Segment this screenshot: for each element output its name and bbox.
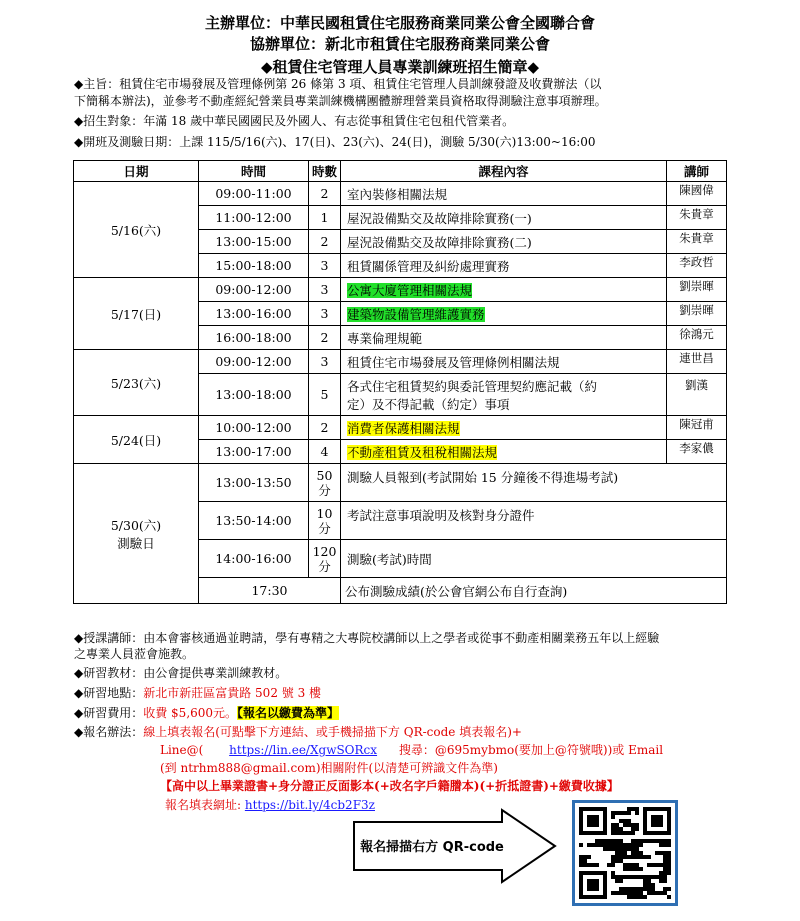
course-cell [341, 416, 667, 440]
form-url-label: 報名填表網址: [165, 798, 245, 812]
course-cell: 室內裝修相關法規 [341, 182, 667, 206]
table-header-row [74, 161, 727, 182]
hours-cell: 2 [309, 416, 341, 440]
highlighted-course: 消費者保護相關法規 [347, 420, 460, 436]
teacher-cell: 劉崇暉 [667, 302, 727, 326]
time-cell: 13:00-18:00 [199, 374, 309, 416]
time-cell: 09:00-11:00 [199, 182, 309, 206]
teacher-cell: 劉崇暉 [667, 278, 727, 302]
time-cell: 11:00-12:00 [199, 206, 309, 230]
hours-cell: 3 [309, 254, 341, 278]
lecturer-line-2: 之專業人員蒞會施教。 [74, 647, 195, 661]
hours-cell: 3 [309, 278, 341, 302]
date-cell: 5/23(六) [74, 350, 199, 416]
hours-cell: 5 [309, 374, 341, 416]
doc-title: ◆租賃住宅管理人員專業訓練班招生簡章◆ [260, 58, 540, 76]
time-cell: 13:00-17:00 [199, 440, 309, 464]
co-organizer-line: 協辦單位：新北市租賃住宅服務商業同業公會 [249, 35, 550, 53]
col-date: 日期 [74, 161, 199, 182]
hours-cell: 2 [309, 230, 341, 254]
course-cell [341, 440, 667, 464]
hours-cell: 2 [309, 182, 341, 206]
purpose-line-2: 下簡稱本辦法)，並參考不動產經紀營業員專業訓練機構團體辦理營業員資格取得測驗注意事項辦理。 [74, 94, 607, 108]
hours-value: 120 [312, 543, 337, 559]
time-cell: 13:00-15:00 [199, 230, 309, 254]
teacher-cell: 陳國偉 [667, 182, 727, 206]
teacher-cell: 朱貴章 [667, 230, 727, 254]
date-cell: 5/16(六) [74, 182, 199, 278]
exam-date: 5/30(六) [110, 517, 162, 533]
course-cell: 租賃關係管理及糾紛處理實務 [341, 254, 667, 278]
teacher-cell: 陳冠甫 [667, 416, 727, 440]
hours-cell: 3 [309, 302, 341, 326]
schedule-table [73, 160, 727, 604]
time-cell: 15:00-18:00 [199, 254, 309, 278]
hours-unit: 分 [318, 520, 331, 536]
teacher-cell: 連世昌 [667, 350, 727, 374]
course-cell: 租賃住宅市場發展及管理條例相關法規 [341, 350, 667, 374]
registration-line-2 [160, 742, 740, 759]
registration-line-3: (到 ntrhm888@gmail.com)相關附件(以清楚可辨識文件為準) [160, 761, 498, 775]
highlighted-course: 公寓大廈管理相關法規 [347, 282, 473, 298]
registration-line-4: 【高中以上畢業證書+身分證正反面影本(+改名字戶籍謄本)(+折抵證書)+繳費收據】 [160, 779, 619, 793]
course-cell: 屋況設備點交及故障排除實務(一) [341, 206, 667, 230]
time-cell: 13:00-13:50 [199, 464, 309, 502]
table-row [74, 350, 727, 374]
exam-day-label: 測驗日 [117, 535, 155, 551]
teacher-cell: 朱貴章 [667, 206, 727, 230]
course-line-2: 定）及不得記載（約定）事項 [347, 396, 510, 412]
fee-value: 收費 $5,600元。 [143, 706, 238, 720]
time-cell: 13:00-16:00 [199, 302, 309, 326]
time-cell: 09:00-12:00 [199, 278, 309, 302]
fee-label: ◆研習費用： [74, 706, 144, 720]
teacher-cell: 李家儂 [667, 440, 727, 464]
hours-cell: 2 [309, 326, 341, 350]
date-cell: 5/17(日) [74, 278, 199, 350]
time-cell: 14:00-16:00 [199, 540, 309, 578]
col-time: 時間 [199, 161, 309, 182]
table-row [74, 182, 727, 206]
table-row [74, 278, 727, 302]
teacher-cell: 李政哲 [667, 254, 727, 278]
course-cell: 測驗人員報到(考試開始 15 分鐘後不得進場考試) [341, 464, 727, 502]
target-line: ◆招生對象：年滿 18 歲中華民國國民及外國人、有志從事租賃住宅包租代管業者。 [74, 114, 515, 128]
course-cell: 屋況設備點交及故障排除實務(二) [341, 230, 667, 254]
hours-cell: 3 [309, 350, 341, 374]
col-teacher: 講師 [667, 161, 727, 182]
dates-line: ◆開班及測驗日期：上課 115/5/16(六)、17(日)、23(六)、24(日)，測驗 5/30(六)13:00~16:00 [74, 135, 596, 149]
time-cell: 09:00-12:00 [199, 350, 309, 374]
form-url-link[interactable]: https://bit.ly/4cb2F3z [244, 798, 375, 812]
time-cell: 10:00-12:00 [199, 416, 309, 440]
fee-note: 【報名以繳費為準】 [237, 706, 340, 720]
hours-cell: 4 [309, 440, 341, 464]
course-cell [341, 374, 667, 416]
date-cell [74, 464, 199, 604]
time-cell: 13:50-14:00 [199, 502, 309, 540]
registration-line-1 [74, 724, 734, 741]
hours-value: 10 [316, 505, 333, 521]
highlighted-course: 建築物設備管理維護實務 [347, 306, 485, 322]
location-line [74, 685, 734, 702]
hours-cell [309, 502, 341, 540]
hours-unit: 分 [318, 558, 331, 574]
organizer-line: 主辦單位：中華民國租賃住宅服務商業同業公會全國聯合會 [204, 14, 595, 32]
hours-cell [309, 464, 341, 502]
col-hours: 時數 [309, 161, 341, 182]
location-value: 新北市新莊區富貴路 502 號 3 樓 [143, 686, 322, 700]
hours-unit: 分 [318, 482, 331, 498]
location-label: ◆研習地點： [74, 686, 144, 700]
date-cell: 5/24(日) [74, 416, 199, 464]
materials-line: ◆研習教材：由公會提供專業訓練教材。 [74, 666, 288, 680]
course-cell [341, 278, 667, 302]
table-row [74, 464, 727, 502]
fee-line [74, 705, 734, 722]
hours-value: 50 [316, 467, 333, 483]
teacher-cell: 徐鴻元 [667, 326, 727, 350]
course-cell [341, 302, 667, 326]
line-prefix: Line@( [160, 743, 204, 757]
hours-cell [309, 540, 341, 578]
course-cell: 測驗(考試)時間 [341, 540, 727, 578]
col-course: 課程內容 [341, 161, 667, 182]
highlighted-course: 不動產租賃及租稅相關法規 [347, 444, 498, 460]
time-cell: 17:30 [199, 578, 341, 604]
registration-method: 線上填表報名(可點擊下方連結、或手機掃描下方 QR-code 填表報名)+ [143, 725, 522, 739]
line-link[interactable]: https://lin.ee/XgwSORcx [229, 743, 378, 757]
qr-code[interactable] [572, 800, 678, 906]
hours-cell: 1 [309, 206, 341, 230]
registration-label: ◆報名辦法： [74, 725, 144, 739]
table-row [74, 416, 727, 440]
time-cell: 16:00-18:00 [199, 326, 309, 350]
course-line-1: 各式住宅租賃契約與委託管理契約應記載（約 [347, 378, 598, 394]
course-cell: 專業倫理規範 [341, 326, 667, 350]
course-cell: 考試注意事項說明及核對身分證件 [341, 502, 727, 540]
line-search: 搜尋：@695mybmo(要加上@符號哦))或 Email [398, 743, 664, 757]
arrow-right-icon [352, 808, 557, 884]
purpose-line-1: ◆主旨：租賃住宅市場發展及管理條例第 26 條第 3 項、租賃住宅管理人員訓練發證及收費辦法（以 [74, 77, 602, 91]
arrow-text: 報名掃描右方 QR-code [360, 840, 504, 855]
qr-code-icon [575, 803, 675, 903]
teacher-cell: 劉漢 [667, 374, 727, 416]
lecturer-line-1: ◆授課講師：由本會審核通過並聘請，學有專精之大專院校講師以上之學者或從事不動產相關業務五年以上經驗 [74, 631, 660, 645]
course-cell: 公布測驗成績(於公會官網公布自行查詢) [341, 578, 727, 604]
